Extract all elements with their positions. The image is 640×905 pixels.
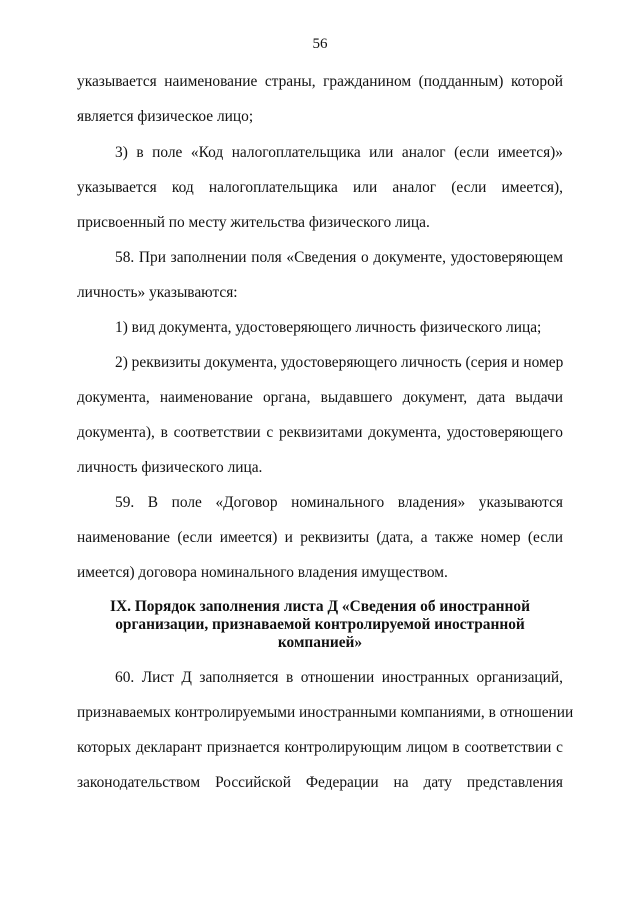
text-line: личность физического лица. — [77, 459, 263, 476]
text-line: указывается наименование страны, гражданином (подданным) которой — [77, 73, 563, 90]
text-line: личность» указываются: — [77, 284, 238, 301]
page-number: 56 — [312, 36, 328, 52]
text-line: указывается код налогоплательщика или аналог (если имеется), — [77, 179, 563, 196]
text-line: признаваемых контролируемыми иностранными компаниями, в отношении — [77, 704, 574, 721]
text-line: имеется) договора номинального владения имуществом. — [77, 564, 448, 581]
text-line: которых декларант признается контролирующим лицом в соответствии с — [77, 739, 563, 756]
text-line: 2) реквизиты документа, удостоверяющего личность (серия и номер — [115, 354, 564, 371]
text-line: наименование (если имеется) и реквизиты (дата, а также номер (если — [77, 529, 563, 546]
text-line: является физическое лицо; — [77, 108, 254, 125]
text-line: присвоенный по месту жительства физического лица. — [77, 214, 430, 231]
text-line: 3) в поле «Код налогоплательщика или аналог (если имеется)» — [115, 144, 563, 161]
section-heading-line: компанией» — [277, 634, 363, 651]
text-line: законодательством Российской Федерации на дату представления — [77, 774, 563, 791]
section-heading-line: IX. Порядок заполнения листа Д «Сведения об иностранной — [110, 598, 530, 615]
text-line: 60. Лист Д заполняется в отношении иностранных организаций, — [115, 669, 563, 686]
text-line: документа), в соответствии с реквизитами документа, удостоверяющего — [77, 424, 563, 441]
text-line: 58. При заполнении поля «Сведения о документе, удостоверяющем — [115, 249, 563, 266]
text-line: документа, наименование органа, выдавшего документ, дата выдачи — [77, 389, 563, 406]
section-heading-line: организации, признаваемой контролируемой иностранной — [115, 616, 525, 633]
text-line: 1) вид документа, удостоверяющего личность физического лица; — [115, 319, 542, 336]
text-line: 59. В поле «Договор номинального владения» указываются — [115, 494, 563, 511]
